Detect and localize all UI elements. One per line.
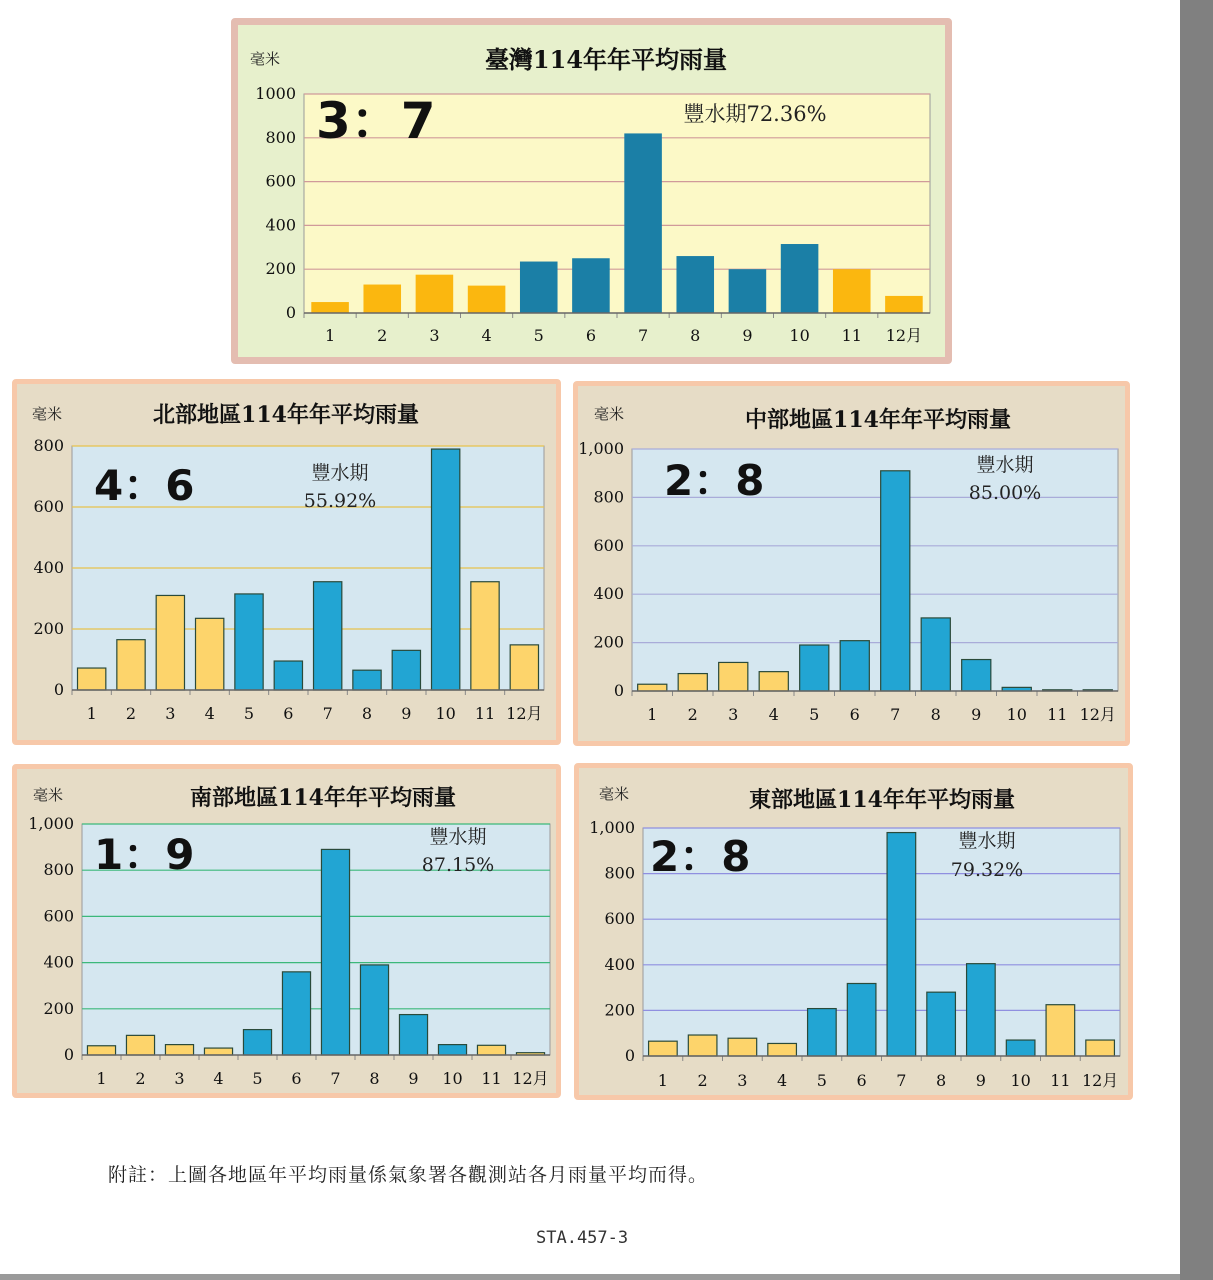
unit-label: 毫米 [598, 785, 630, 803]
x-tick-label: 3 [728, 705, 739, 724]
chart-title: 北部地區114年年平均雨量 [153, 402, 419, 428]
x-tick-label: 9 [971, 705, 982, 724]
unit-label: 毫米 [31, 405, 63, 423]
x-tick-label: 5 [533, 326, 544, 345]
bar-9 [967, 964, 996, 1056]
x-tick-label: 6 [585, 326, 597, 345]
ratio-label: 2：8 [650, 832, 751, 881]
x-tick-label: 2 [125, 704, 137, 723]
x-tick-label: 1 [86, 704, 97, 723]
chart-title: 東部地區114年年平均雨量 [749, 787, 1015, 813]
y-tick-label: 800 [593, 487, 624, 507]
x-tick-label: 12月 [1081, 1071, 1119, 1090]
x-tick-label: 10 [442, 1069, 463, 1088]
bar-4 [768, 1043, 797, 1056]
x-tick-label: 3 [429, 326, 440, 345]
chart-title: 南部地區114年年平均雨量 [190, 785, 456, 811]
wet-season-annotation: 豐水期 [958, 830, 1016, 852]
x-tick-label: 1 [647, 705, 658, 724]
x-tick-label: 4 [481, 326, 492, 345]
y-tick-label: 400 [604, 954, 635, 974]
x-tick-label: 3 [174, 1069, 185, 1088]
x-tick-label: 10 [435, 704, 456, 723]
y-tick-label: 200 [265, 259, 296, 279]
y-tick-label: 600 [604, 909, 635, 929]
x-tick-label: 4 [213, 1069, 224, 1088]
page-number: STA.457-3 [536, 1228, 629, 1248]
bar-11 [1046, 1005, 1075, 1056]
x-tick-label: 7 [890, 705, 901, 724]
x-tick-label: 7 [896, 1071, 907, 1090]
x-tick-label: 5 [809, 705, 820, 724]
bar-1 [649, 1041, 678, 1056]
x-tick-label: 10 [1010, 1071, 1031, 1090]
wet-season-annotation: 豐水期 [311, 462, 369, 484]
x-tick-label: 7 [330, 1069, 341, 1088]
ratio-label: 4：6 [94, 461, 195, 510]
x-tick-label: 6 [856, 1071, 867, 1090]
x-tick-label: 3 [737, 1071, 748, 1090]
y-tick-label: 600 [33, 497, 64, 516]
x-tick-label: 12月 [1079, 705, 1116, 724]
x-tick-label: 4 [204, 704, 215, 723]
x-tick-label: 8 [369, 1069, 380, 1088]
x-tick-label: 11 [841, 326, 862, 345]
x-tick-label: 11 [1047, 705, 1068, 724]
x-tick-label: 1 [657, 1071, 668, 1090]
x-tick-label: 6 [283, 704, 294, 723]
y-tick-label: 600 [265, 171, 296, 191]
x-tick-label: 9 [408, 1069, 419, 1088]
x-tick-label: 9 [975, 1071, 986, 1090]
y-tick-label: 1,000 [589, 818, 635, 837]
ratio-label: 2：8 [664, 456, 765, 505]
bar-8 [927, 992, 956, 1056]
y-tick-label: 400 [265, 215, 296, 235]
x-tick-label: 5 [816, 1071, 827, 1090]
y-tick-label: 1,000 [578, 439, 624, 458]
bar-12月 [1086, 1040, 1115, 1056]
y-tick-label: 0 [53, 680, 64, 699]
unit-label: 毫米 [593, 405, 625, 423]
x-tick-label: 5 [243, 704, 255, 723]
x-tick-label: 12月 [506, 704, 543, 723]
y-tick-label: 600 [593, 535, 624, 555]
x-tick-label: 12月 [885, 326, 923, 345]
y-tick-label: 0 [613, 681, 624, 700]
x-tick-label: 10 [789, 326, 810, 345]
y-tick-label: 0 [285, 303, 296, 322]
unit-label: 毫米 [32, 786, 64, 804]
y-tick-label: 200 [43, 998, 74, 1018]
y-tick-label: 200 [604, 1000, 635, 1020]
x-tick-label: 8 [936, 1071, 947, 1090]
x-tick-label: 8 [930, 705, 941, 724]
x-tick-label: 1 [324, 326, 336, 345]
wet-season-annotation: 豐水期 [429, 826, 487, 848]
wet-season-annotation: 豐水期72.36% [683, 102, 827, 126]
x-tick-label: 7 [322, 704, 333, 723]
x-tick-label: 9 [401, 704, 412, 723]
y-tick-label: 0 [63, 1045, 74, 1064]
x-tick-label: 4 [768, 705, 779, 724]
x-tick-label: 7 [637, 326, 649, 345]
x-tick-label: 11 [481, 1069, 502, 1088]
bar-2 [688, 1035, 717, 1056]
x-tick-label: 4 [777, 1071, 788, 1090]
x-tick-label: 11 [1050, 1071, 1071, 1090]
ratio-label: 3：7 [316, 92, 436, 150]
x-tick-label: 9 [742, 326, 753, 345]
y-tick-label: 200 [593, 632, 624, 652]
unit-label: 毫米 [249, 50, 281, 68]
x-tick-label: 12月 [512, 1069, 549, 1088]
y-tick-label: 600 [43, 906, 74, 926]
y-tick-label: 0 [624, 1046, 635, 1065]
y-tick-label: 400 [43, 952, 74, 972]
wet-season-annotation: 55.92% [303, 490, 377, 512]
x-tick-label: 6 [291, 1069, 302, 1088]
y-tick-label: 800 [265, 127, 296, 147]
x-tick-label: 5 [252, 1069, 263, 1088]
y-tick-label: 800 [604, 863, 635, 883]
x-tick-label: 2 [687, 705, 698, 724]
y-tick-label: 200 [33, 619, 64, 638]
wet-season-annotation: 豐水期 [976, 454, 1034, 476]
bar-6 [847, 983, 876, 1056]
ratio-label: 1：9 [94, 830, 195, 879]
wet-season-annotation: 87.15% [421, 854, 495, 876]
x-tick-label: 8 [690, 326, 701, 345]
y-tick-label: 400 [33, 558, 64, 577]
bar-10 [1006, 1040, 1035, 1056]
x-tick-label: 2 [135, 1069, 146, 1088]
chart-title: 中部地區114年年平均雨量 [745, 407, 1011, 433]
y-tick-label: 400 [593, 584, 624, 604]
bar-5 [808, 1009, 837, 1056]
y-tick-label: 800 [33, 436, 64, 455]
bar-7 [887, 833, 916, 1056]
x-tick-label: 2 [377, 326, 388, 345]
footnote: 附註：上圖各地區年平均雨量係氣象署各觀測站各月雨量平均而得。 [108, 1164, 709, 1186]
wet-season-annotation: 79.32% [950, 859, 1024, 881]
wet-season-annotation: 85.00% [968, 482, 1042, 504]
x-tick-label: 1 [96, 1069, 107, 1088]
y-tick-label: 1,000 [28, 814, 74, 833]
x-tick-label: 2 [697, 1071, 708, 1090]
chart-title: 臺灣114年年平均雨量 [484, 45, 728, 74]
y-tick-label: 1000 [255, 84, 296, 103]
x-tick-label: 8 [361, 704, 373, 723]
bar-3 [728, 1038, 757, 1056]
y-tick-label: 800 [43, 860, 74, 880]
x-tick-label: 10 [1006, 705, 1027, 724]
x-tick-label: 3 [165, 704, 176, 723]
x-tick-label: 6 [849, 705, 860, 724]
x-tick-label: 11 [474, 704, 496, 723]
